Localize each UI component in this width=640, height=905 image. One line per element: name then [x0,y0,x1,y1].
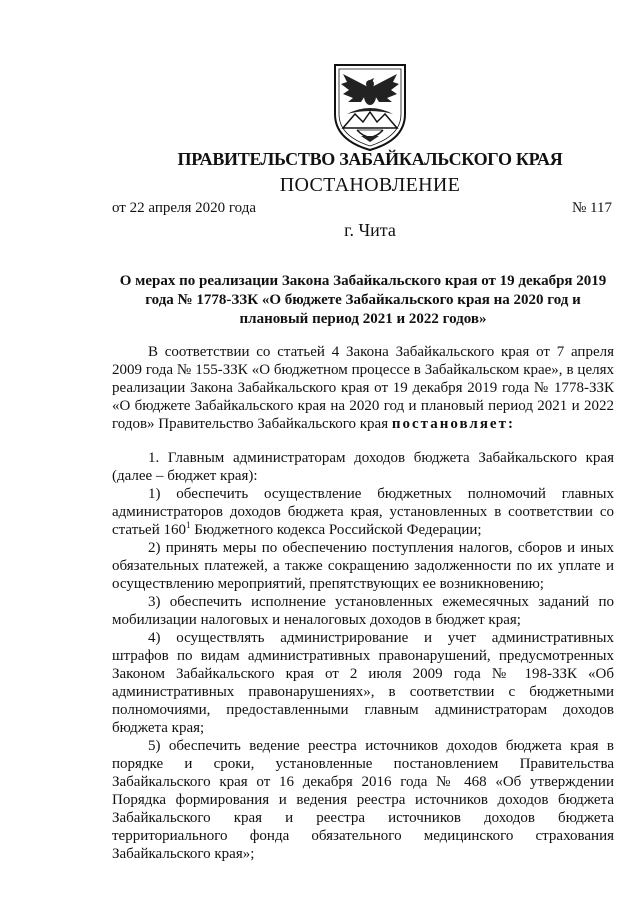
issuing-authority: ПРАВИТЕЛЬСТВО ЗАБАЙКАЛЬСКОГО КРАЯ [177,149,563,169]
clause-1-intro: 1. Главным администраторам доходов бюджета Забайкальского края (далее – бюджет края): [112,450,614,484]
clause-1-item-5: 5) обеспечить ведение реестра источников доходов бюджета края в порядке и сроки, установленные постановлением Правительства Забайкальского края от 16 декабря 2016 года № 468 «Об утверждении Порядка формирования и ведения реестра источников доходов бюджета Забайкальского края и реестра источников доходов бюджета территориального фонда обязательного медицинского страхования Забайкальского края»; [112,738,614,862]
document-number: № 117 [571,200,612,216]
clause-1-item-3: 3) обеспечить исполнение установленных ежемесячных заданий по мобилизации налоговых и неналоговых доходов в бюджет края; [112,594,614,628]
clause-1-item-1 [112,485,614,539]
item-1-text-after: Бюджетного кодекса Российской Федерации; [190,522,482,538]
clause-1-item-2: 2) принять меры по обеспечению поступления налогов, сборов и иных обязательных платежей, а также сокращению задолженности по их уплате и осуществлению мероприятий, препятствующих ее возникновению; [112,540,614,592]
document-type: ПОСТАНОВЛЕНИЕ [279,174,461,196]
document-date: от 22 апреля 2020 года [112,200,257,216]
preamble-paragraph [112,343,614,433]
coat-of-arms-emblem [331,62,409,152]
document-title: О мерах по реализации Закона Забайкальского края от 19 декабря 2019 года № 1778-ЗЗК «О бюджете Забайкальского края на 2020 год и плановый период 2021 и 2022 годов» [119,273,607,327]
preamble-text: В соответствии со статьей 4 Закона Забайкальского края от 7 апреля 2009 года № 155-ЗЗК «О бюджетном процессе в Забайкальском крае», в целях реализации Закона Забайкальского края от 19 декабря 2019 года № 1778-ЗЗК «О бюджете Забайкальского края на 2020 год и плановый период 2021 и 2022 годов» Правительство Забайкальского края [112,344,614,432]
document-city: г. Чита [344,220,396,240]
item-1-superscript: 1 [186,520,191,530]
document-body [112,343,614,863]
clause-1-item-4: 4) осуществлять администрирование и учет административных штрафов по видам административных правонарушений, предусмотренных Законом Забайкальского края от 2 июля 2009 года № 198-ЗЗК «Об административных правонарушениях», в соответствии с бюджетными полномочиями, предоставленными главным администраторам доходов бюджета края; [112,630,614,736]
item-1-text-before: 1) обеспечить осуществление бюджетных полномочий главных администраторов доходов бюджета края, установленных в соответствии со статьей 160 [112,486,614,538]
coat-of-arms-icon [331,62,409,152]
resolves-word: постановляет: [391,416,515,432]
